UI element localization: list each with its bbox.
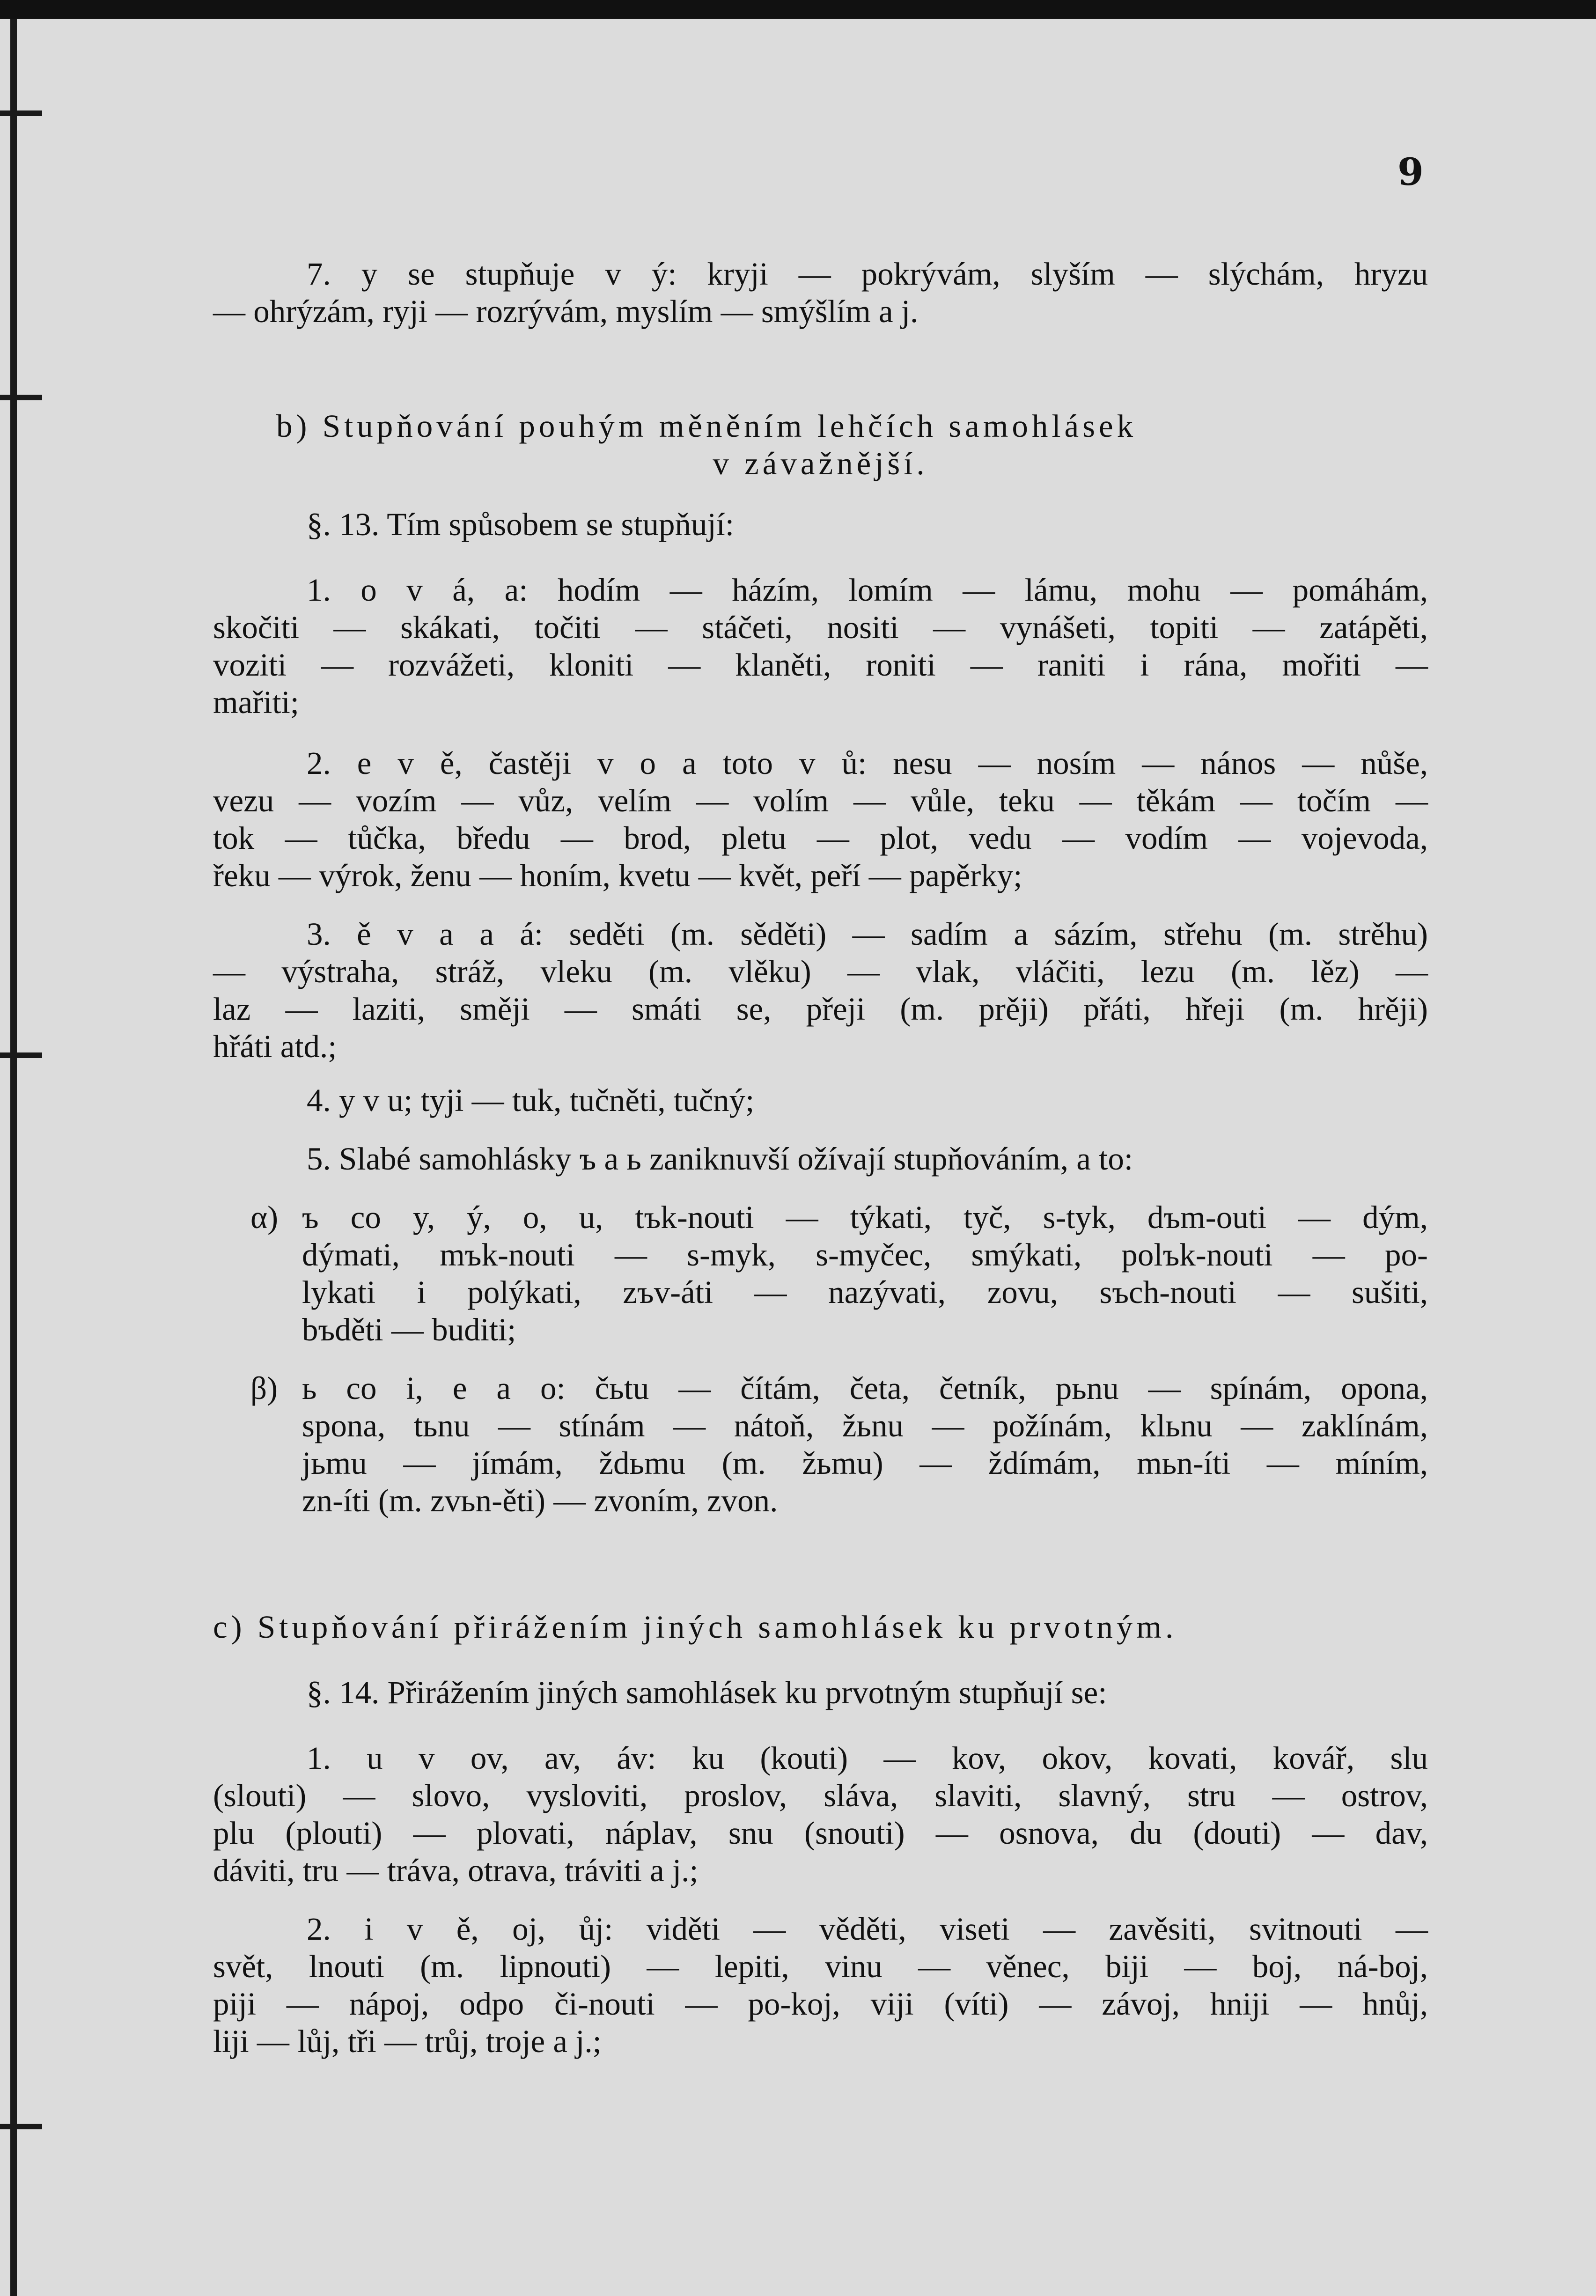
scan-top-border	[0, 0, 1596, 19]
text-line: bъděti — buditi;	[302, 1312, 516, 1347]
text-line: — výstraha, stráž, vleku (m. vlěku) — vlak, vláčiti, lezu (m. lěz) —	[213, 954, 1428, 989]
text-line: vezu — vozím — vůz, velím — volím — vůle, teku — těkám — točím —	[213, 783, 1428, 818]
text-line: spona, tьnu — stínám — nátoň, žьnu — požínám, klьnu — zaklínám,	[302, 1408, 1428, 1443]
text-line: laz — laziti, směji — smáti se, přeji (m. prěji) přáti, hřeji (m. hrěji)	[213, 991, 1428, 1027]
section-heading: b) Stupňování pouhým měněním lehčích samohlásek	[276, 408, 1137, 444]
text-line: dýmati, mъk-nouti — s-myk, s-myčec, smýkati, polъk-nouti — po-	[302, 1237, 1428, 1273]
section-heading: v závažnější.	[713, 446, 928, 481]
list-marker: α)	[250, 1200, 279, 1235]
list-marker: β)	[250, 1370, 278, 1406]
text-line: skočiti — skákati, točiti — stáčeti, nositi — vynášeti, topiti — zatápěti,	[213, 610, 1428, 645]
text-line: ь co i, e a o: čьtu — čítám, četa, četník, pьnu — spínám, opona,	[302, 1370, 1428, 1406]
text-line: 1. u v ov, av, áv: ku (kouti) — kov, okov, kovati, kovář, slu	[307, 1740, 1428, 1776]
text-line: (slouti) — slovo, vysloviti, proslov, sláva, slaviti, slavný, stru — ostrov,	[213, 1778, 1428, 1813]
page-number: 9	[1397, 150, 1424, 194]
text-line: ъ co y, ý, o, u, tъk-nouti — týkati, tyč, s-tyk, dъm-outi — dým,	[302, 1200, 1428, 1235]
margin-mark	[0, 395, 42, 400]
text-line: 2. e v ě, častěji v o a toto v ů: nesu — nosím — nános — nůše,	[307, 745, 1428, 781]
paragraph-heading: §. 14. Přirážením jiných samohlásek ku prvotným stupňují se:	[307, 1675, 1107, 1710]
text-line: 5. Slabé samohlásky ъ a ь zaniknuvší ožívají stupňováním, a to:	[307, 1141, 1133, 1177]
text-line: 2. i v ě, oj, ůj: viděti — věděti, viseti — zavěsiti, svitnouti —	[307, 1911, 1428, 1947]
text-line: dáviti, tru — tráva, otrava, tráviti a j.;	[213, 1853, 699, 1888]
binding-edge	[10, 19, 17, 2296]
text-line: plu (plouti) — plovati, náplav, snu (snouti) — osnova, du (douti) — dav,	[213, 1815, 1428, 1851]
text-line: 3. ě v a a á: seděti (m. sěděti) — sadím a sázím, střehu (m. strěhu)	[307, 916, 1428, 952]
text-line: tok — tůčka, bředu — brod, pletu — plot, vedu — vodím — vojevoda,	[213, 820, 1428, 856]
section-heading: c) Stupňování přirážením jiných samohlásek ku prvotným.	[213, 1609, 1177, 1645]
text-line: svět, lnouti (m. lipnouti) — lepiti, vinu — věnec, biji — boj, ná-boj,	[213, 1949, 1428, 1984]
text-line: 1. o v á, a: hodím — házím, lomím — lámu, mohu — pomáhám,	[307, 572, 1428, 608]
text-line: 4. y v u; tyji — tuk, tučněti, tučný;	[307, 1082, 755, 1118]
text-line: lykati i polýkati, zъv-áti — nazývati, zovu, sъch-nouti — sušiti,	[302, 1274, 1428, 1310]
text-line: voziti — rozvážeti, kloniti — klaněti, roniti — raniti i rána, mořiti —	[213, 647, 1428, 683]
text-line: zn-íti (m. zvьn-ěti) — zvoním, zvon.	[302, 1483, 778, 1518]
text-line: řeku — výrok, ženu — honím, kvetu — květ, peří — papěrky;	[213, 858, 1022, 893]
text-line: mařiti;	[213, 684, 299, 720]
margin-mark	[0, 2124, 42, 2129]
text-line: piji — nápoj, odpo či-nouti — po-koj, viji (víti) — závoj, hniji — hnůj,	[213, 1986, 1428, 2022]
margin-mark	[0, 1052, 42, 1058]
text-line: liji — lůj, tři — trůj, troje a j.;	[213, 2024, 602, 2059]
text-line: hřáti atd.;	[213, 1029, 337, 1064]
paragraph-heading: §. 13. Tím spůsobem se stupňují:	[307, 507, 735, 542]
margin-mark	[0, 110, 42, 116]
text-line: 7. y se stupňuje v ý: kryji — pokrývám, slyším — slýchám, hryzu	[307, 256, 1428, 292]
text-line: jьmu — jímám, ždьmu (m. žьmu) — ždímám, mьn-íti — míním,	[302, 1445, 1428, 1481]
text-line: — ohrýzám, ryji — rozrývám, myslím — smýšlím a j.	[213, 294, 919, 329]
